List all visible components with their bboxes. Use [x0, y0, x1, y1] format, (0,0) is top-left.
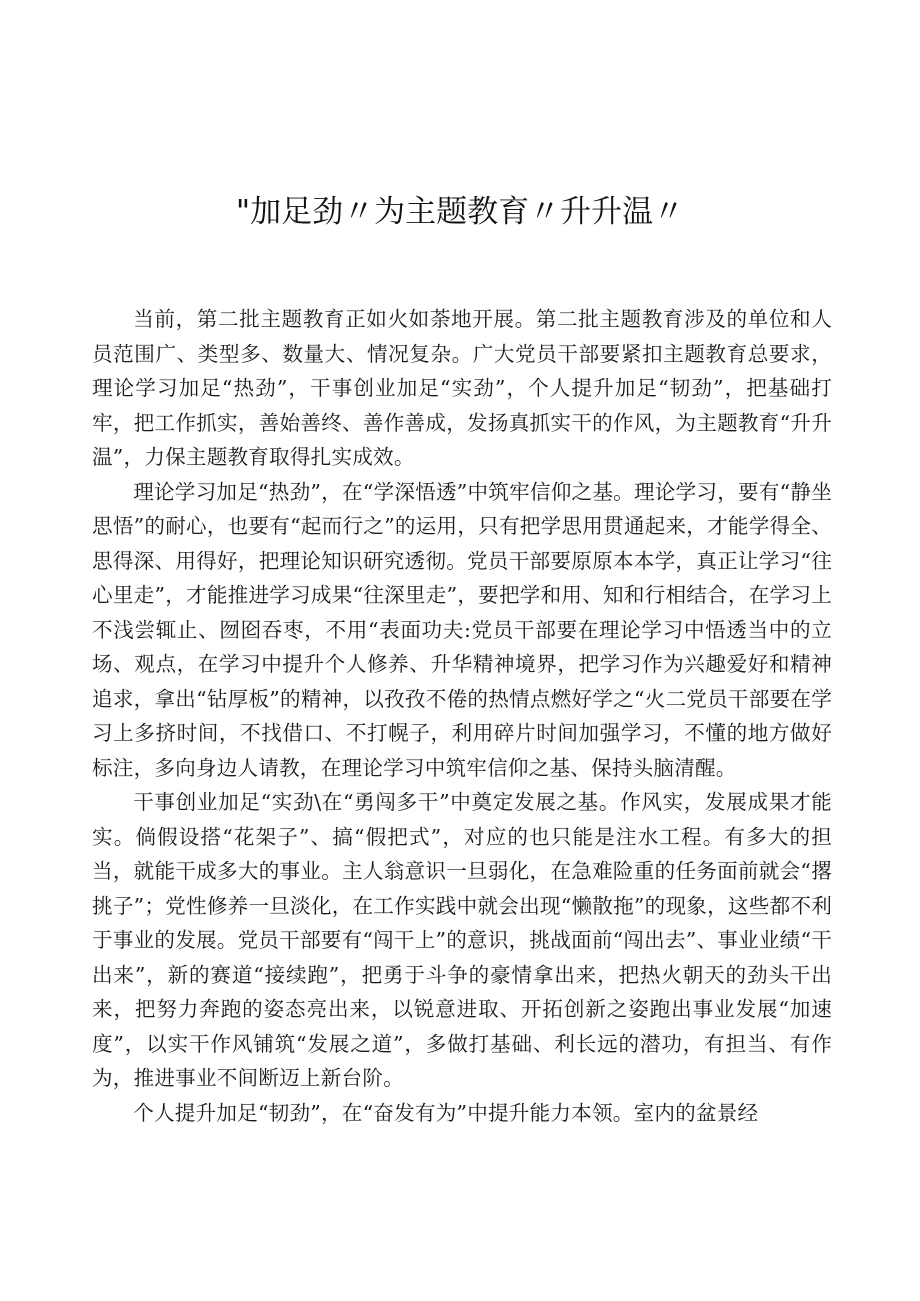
paragraph-4: 个人提升加足“韧劲”，在“奋发有为”中提升能力本领。室内的盆景经: [133, 1100, 759, 1125]
paragraph-3: 干事创业加足“实劲\在“勇闯多干”中奠定发展之基。作风实，发展成果才能实。倘假设搭“花架子”、搞“假把式”，对应的也只能是注水工程。有多大的担当，就能干成多大的事业。主人翁意识一旦弱化，在急难险重的任务面前就会“撂挑子”；党性修养一旦淡化，在工作实践中就会出现“懒散拖”的现象，这些都不利于事业的发展。党员干部要有“闯干上”的意识，挑战面前“闯出去”、事业业绩“干出来”，新的赛道“接续跑”，把勇于斗争的豪情拿出来，把热火朝天的劲头干出来，把努力奔跑的姿态亮出来，以锐意进取、开拓创新之姿跑出事业发展“加速度”，以实干作风铺筑“发展之道”，多做打基础、利长远的潜功，有担当、有作为，推进事业不间断迈上新台阶。: [92, 790, 832, 1090]
paragraph-1: 当前，第二批主题教育正如火如荼地开展。第二批主题教育涉及的单位和人员范围广、类型多、数量大、情况复杂。广大党员干部要紧扣主题教育总要求，理论学习加足“热劲”，干事创业加足“实劲”，个人提升加足“韧劲”，把基础打牢，把工作抓实，善始善终、善作善成，发扬真抓实干的作风，为主题教育“升升温”，力保主题教育取得扎实成效。: [92, 307, 832, 469]
document-body: [92, 302, 832, 1130]
document-title: "加足劲〃为主题教育〃升升温〃: [235, 193, 685, 230]
paragraph-2: 理论学习加足“热劲”，在“学深悟透”中筑牢信仰之基。理论学习，要有“静坐思悟”的耐心，也要有“起而行之”的运用，只有把学思用贯通起来，才能学得全、思得深、用得好，把理论知识研究透彻。党员干部要原原本本学，真正让学习“往心里走”，才能推进学习成果“往深里走”，要把学和用、知和行相结合，在学习上不浅尝辄止、囫囵吞枣，不用“表面功夫:党员干部要在理论学习中悟透当中的立场、观点，在学习中提升个人修养、升华精神境界，把学习作为兴趣爱好和精神追求，拿出“钻厚板”的精神，以孜孜不倦的热情点燃好学之“火二党员干部要在学习上多挤时间，不找借口、不打幌子，利用碎片时间加强学习，不懂的地方做好标注，多向身边人请教，在理论学习中筑牢信仰之基、保持头脑清醒。: [92, 479, 832, 780]
